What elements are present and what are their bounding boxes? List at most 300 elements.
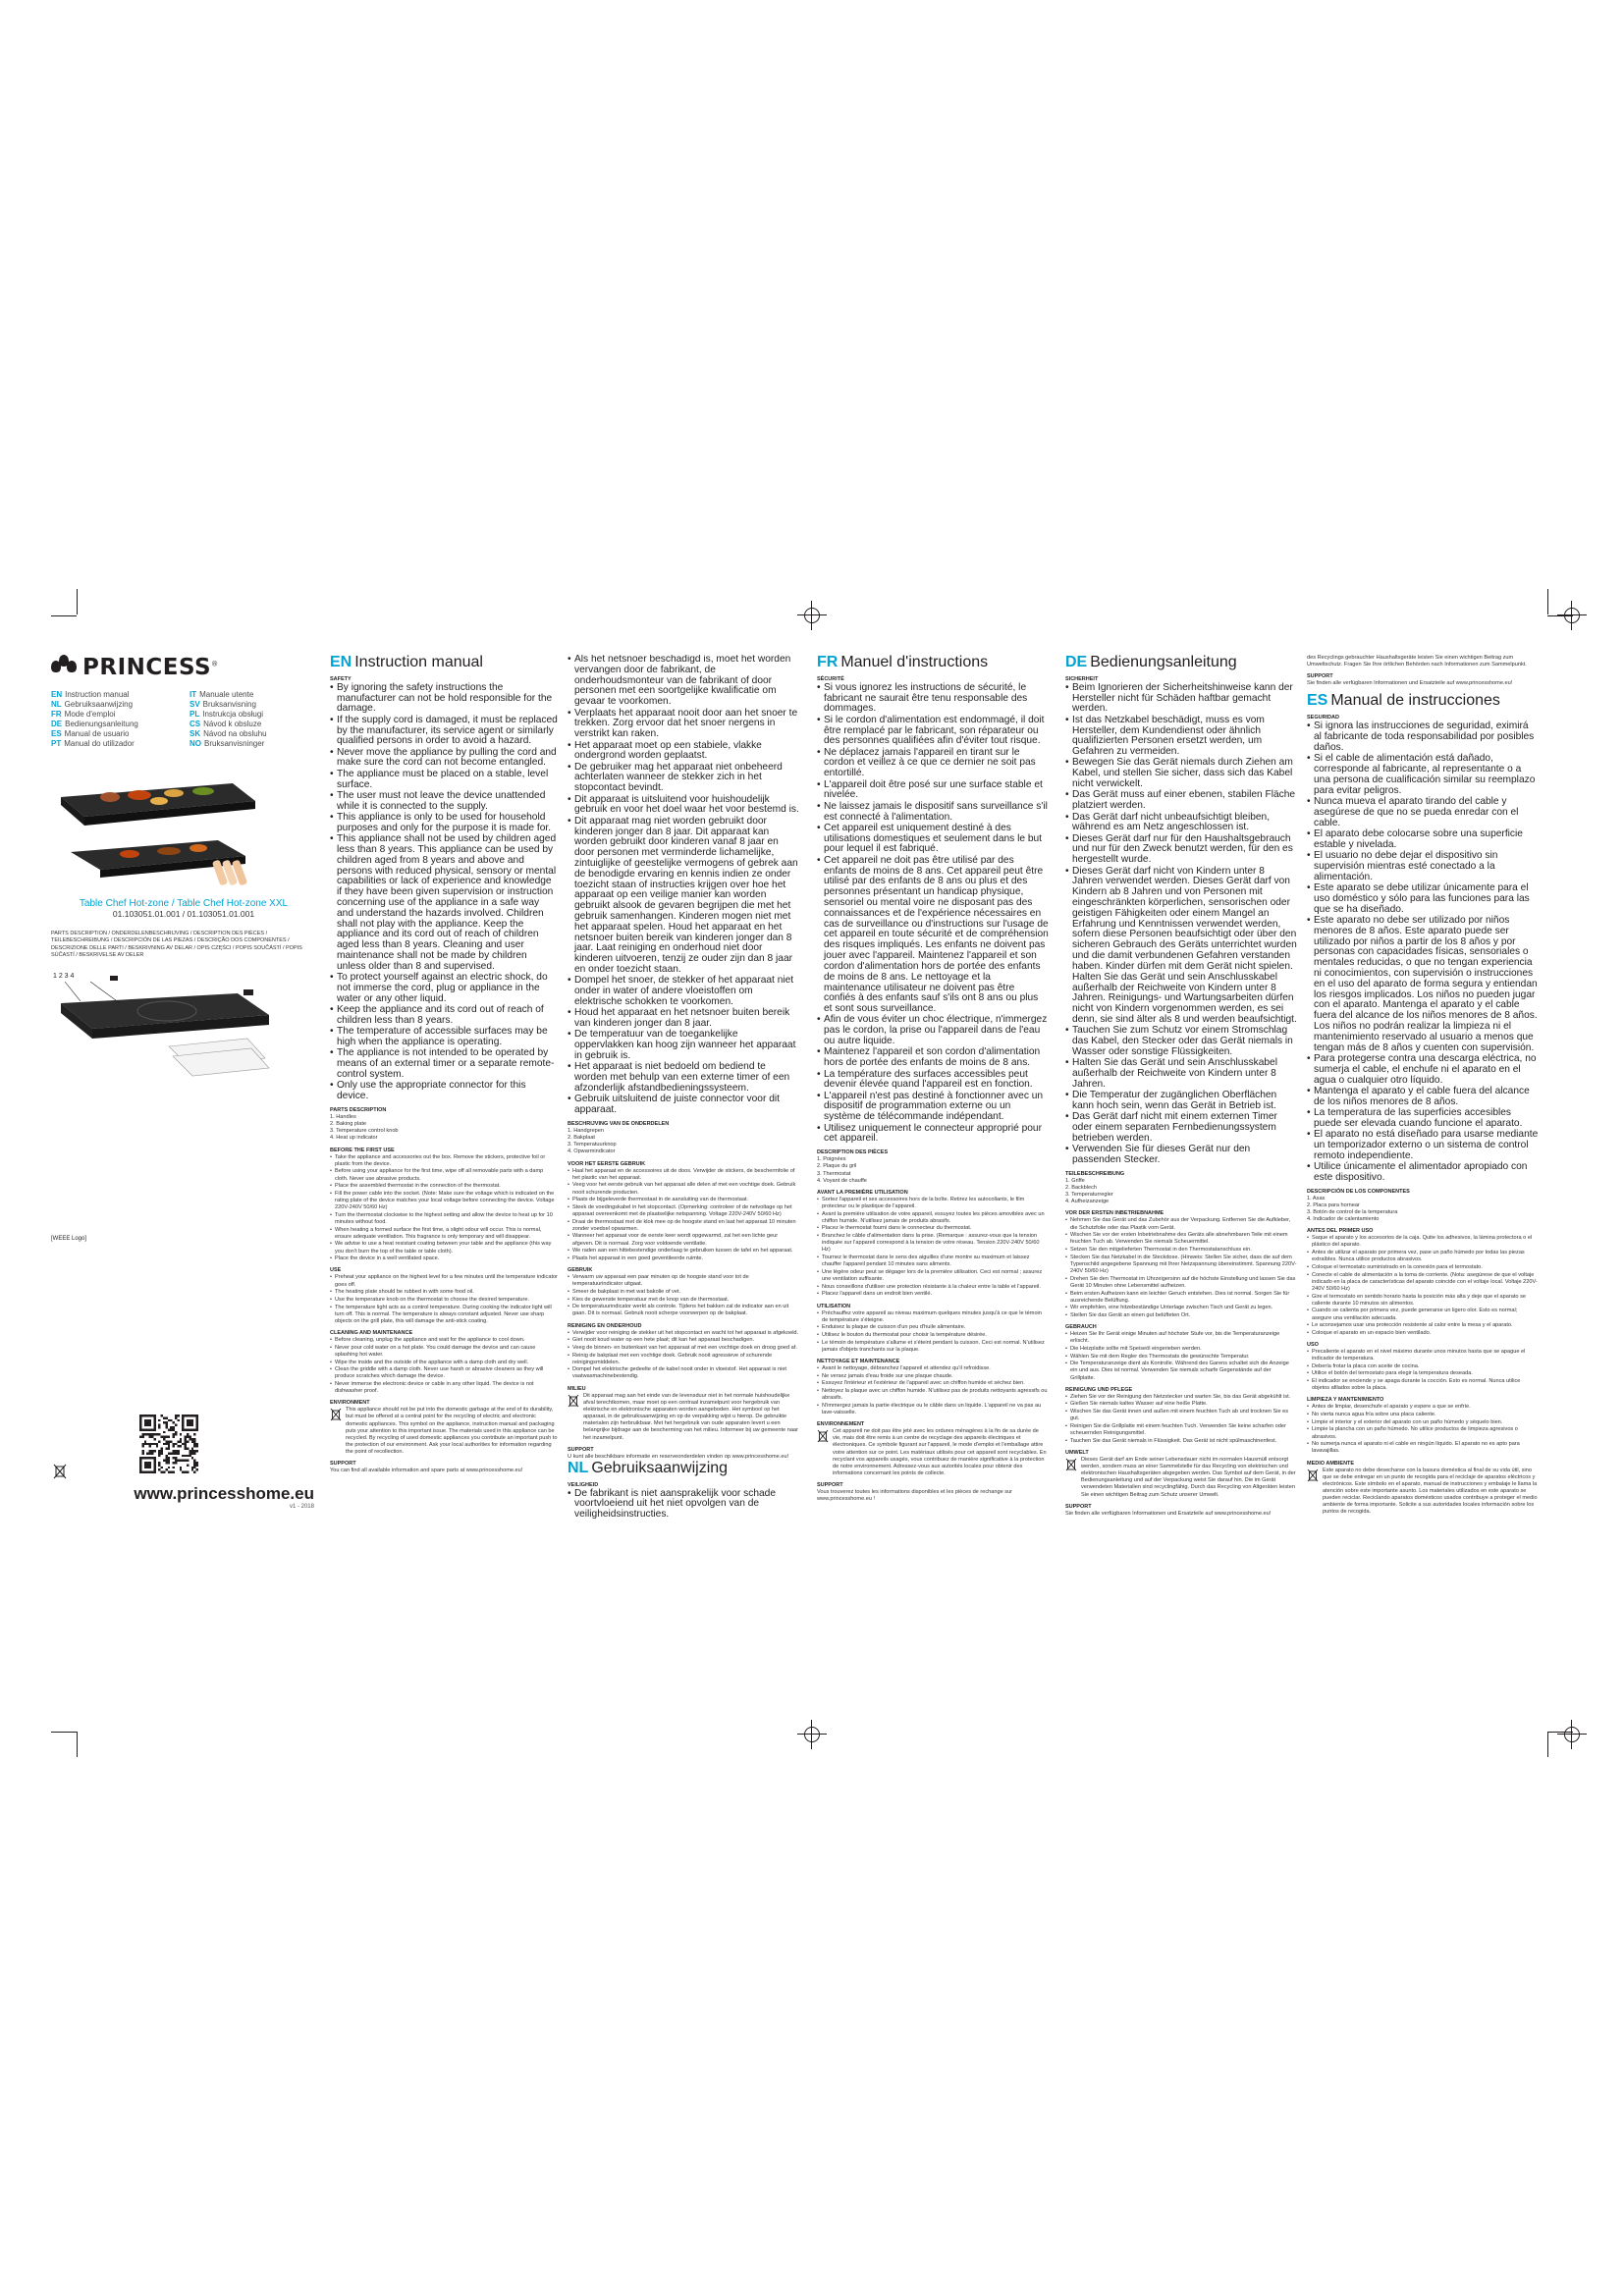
product-name: Table Chef Hot-zone / Table Chef Hot-zone XXL <box>79 898 289 909</box>
use-item: • Kies de gewenste temperatuur met de knop van de thermostaat. <box>568 1297 799 1304</box>
safety-item: • El aparato no está diseñado para usarse mediante un temporizador externo o un sistema de control remoto independiente. <box>1307 1130 1539 1161</box>
safety-list <box>1307 721 1539 1183</box>
language-item <box>189 710 316 719</box>
before-item: • Steek de voedingskabel in het stopcontact. (Opmerking: controleer of de netvoltage op het apparaat overeenkomt met de plaatselijke netspanning. Voltage 220V-240V 50/60 Hz) <box>568 1204 799 1218</box>
use-list <box>1307 1349 1539 1392</box>
use-heading: GEBRUIK <box>568 1267 593 1274</box>
section-title-es <box>1307 693 1539 710</box>
part-item: 4. Aufheizanzeige <box>1065 1199 1110 1205</box>
crop-mark <box>51 1732 77 1733</box>
panel-en <box>330 655 558 1710</box>
clean-item: • Limpie el interior y el exterior del aparato con un paño húmedo y séquelo bien. <box>1307 1419 1539 1426</box>
language-name: Manual de usuario <box>64 729 130 738</box>
registration-mark <box>797 601 827 630</box>
use-item: • Preheat your appliance on the highest level for a few minutes until the temperature indicator goes off. <box>330 1274 558 1288</box>
before-item: • Beim ersten Aufheizen kann ein leichter Geruch entstehen. Dies ist normal. Sorgen Sie für ausreichende Belüftung. <box>1065 1291 1297 1305</box>
language-code: IT <box>189 690 197 699</box>
clean-item: • Never immerse the electronic device or cable in any other liquid. The device is not dishwasher proof. <box>330 1381 558 1395</box>
safety_start-item: • De fabrikant is niet aansprakelijk voor schade voortvloeiend uit het niet opvolgen van de veiligheidsinstructies. <box>568 1489 799 1521</box>
use-item: • Use the temperature knob on the thermostat to choose the desired temperature. <box>330 1297 558 1304</box>
use-item: • Debería frotar la placa con aceite de cocina. <box>1307 1363 1539 1370</box>
before-item: • Take the appliance and accessories out the box. Remove the stickers, protective foil or plastic from the device. <box>330 1154 558 1168</box>
language-code: ES <box>1307 692 1328 710</box>
before-item: • Nehmen Sie das Gerät und das Zubehör aus der Verpackung. Entfernen Sie die Aufkleber, die Schutzfolie oder das Plastik vom Gerät. <box>1065 1217 1297 1231</box>
section-title-de <box>1065 655 1297 671</box>
safety-item: • La temperatura de las superficies accesibles puede ser elevada cuando funcione el aparato. <box>1307 1108 1539 1130</box>
clean-item: • Wischen Sie das Gerät innen und außen mit einem feuchten Tuch ab und trocknen Sie es gut. <box>1065 1409 1297 1422</box>
safety-item: • Si le cordon d'alimentation est endommagé, il doit être remplacé par le fabricant, son réparateur ou des personnes qualifiées afin d'éviter tout risque. <box>817 716 1049 747</box>
language-name: Návod na obsluhu <box>203 729 267 738</box>
parts-list <box>1065 1178 1297 1206</box>
use-item: • Heizen Sie Ihr Gerät einige Minuten auf höchster Stufe vor, bis die Temperaturanzeige erlischt. <box>1065 1331 1297 1345</box>
safety-item: • La température des surfaces accessibles peut devenir élevée quand l'appareil est en fonction. <box>817 1070 1049 1092</box>
registration-mark <box>1557 1720 1587 1749</box>
clean-item: • Never pour cold water on a hot plate. You could damage the device and can cause splashing hot water. <box>330 1345 558 1359</box>
environment-text: Dieses Gerät darf am Ende seiner Lebensdauer nicht im normalen Hausmüll entsorgt werden, sondern muss an einer Sammelstelle für das Recycling von elektrischen und elektronischen Haushaltsgeräten abgegeben werden. Das Symbol auf dem Gerät, in der Bedienungsanleitung und auf der Verpackung weist Sie darauf hin. Die im Gerät verwendeten Materialien sind recyclingfähig. Durch das Recycling von Altgeräten leisten Sie einen wichtigen Beitrag zum Schutz unserer Umwelt. <box>1081 1456 1296 1498</box>
safety_start-list <box>568 1489 799 1521</box>
language-item <box>189 729 316 738</box>
panel-fr <box>817 655 1049 1710</box>
safety-item: • Cet appareil ne doit pas être utilisé par des enfants de moins de 8 ans. Cet appareil peut être utilisé par des enfants de 8 ans ou plus et des personnes présentant un handicap physique, sensoriel ou mental voire ne disposant pas des connaissances et de l'expérience nécessaires en cas de surveillance ou d'instructions sur l'usage de cet appareil en toute sécurité et de compréhension des risques impliqués. Les enfants ne doivent pas jouer avec l'appareil. Maintenez l'appareil et son cordon d'alimentation hors de portée des enfants de moins de 8 ans. Le nettoyage et la maintenance utilisateur ne doivent pas être confiés à des enfants sauf s'ils ont 8 ans ou plus et sont sous surveillance. <box>817 856 1049 1015</box>
safety-item: • Ne laissez jamais le dispositif sans surveillance s'il est connecté à l'alimentation. <box>817 802 1049 824</box>
before-item: • Drehen Sie den Thermostat im Uhrzeigersinn auf die höchste Einstellung und lassen Sie das Gerät 10 Minuten ohne Lebensmittel aufheizen. <box>1065 1276 1297 1290</box>
safety-item: • Das Gerät darf nicht unbeaufsichtigt bleiben, während es am Netz angeschlossen ist. <box>1065 813 1297 834</box>
clean-item: • Avant le nettoyage, débranchez l'appareil et attendez qu'il refroidisse. <box>817 1365 1049 1372</box>
environment-text: Este aparato no debe desecharse con la basura doméstica al final de su vida útil, sino que se debe entregar en un punto de recogida para el reciclaje de aparatos eléctricos y electrónicos. Este símbolo en el aparato, manual de instrucciones y embalaje le llama la atención sobre este importante asunto. Los materiales utilizados en este aparato se pueden reciclar. Reciclando aparatos domésticos usados contribuye a proteger el medio ambiente de forma importante. Solicite a sus autoridades locales información sobre los puntos de recogida. <box>1323 1467 1538 1516</box>
language-name: Návod k obsluze <box>203 720 262 728</box>
safety-item: • Para protegerse contra una descarga eléctrica, no sumerja el cable, el enchufe ni el aparato en el agua o cualquier otro líquido. <box>1307 1054 1539 1086</box>
safety-item: • Dieses Gerät darf nicht von Kindern unter 8 Jahren verwendet werden. Dieses Gerät darf von Kindern ab 8 Jahren und von Personen mit eingeschränkten körperlichen, sensorischen oder geistigen Fähigkeiten oder einem Mangel an Erfahrung und Kenntnissen verwendet werden, sofern diese Personen beaufsichtigt oder über den sicheren Gebrauch des Geräts unterrichtet wurden und die damit verbundenen Gefahren verstanden haben. Kinder dürfen mit dem Gerät nicht spielen. Halten Sie das Gerät und sein Anschlusskabel außerhalb der Reichweite von Kindern unter 8 Jahren. Reinigungs- und Wartungsarbeiten dürfen nicht von Kindern vorgenommen werden, es sei denn, sie sind älter als 8 und werden beaufsichtigt. <box>1065 867 1297 1026</box>
use-item: • Utilisez le bouton du thermostat pour choisir la température désirée. <box>817 1332 1049 1339</box>
before-item: • Wischen Sie vor der ersten Inbetriebnahme des Geräts alle abnehmbaren Teile mit einem feuchten Tuch ab. Verwenden Sie niemals Scheuermittel. <box>1065 1232 1297 1246</box>
before-heading: ANTES DEL PRIMER USO <box>1307 1228 1374 1235</box>
language-name: Gebruiksaanwijzing <box>64 700 134 709</box>
safety-item: • This appliance shall not be used by children aged less than 8 years. This appliance can be used by children aged from 8 years and above and persons with reduced physical, sensory or mental capabilities or lack of experience and knowledge if they have been given supervision or instruction concerning use of the appliance in a safe way and understand the hazards involved. Children shall not play with the appliance. Keep the appliance and its cord out of reach of children aged less than 8 years. Cleaning and user maintenance shall not be made by children unless older than 8 and supervised. <box>330 834 558 973</box>
crop-mark <box>1547 589 1548 614</box>
before-item: • Placez l'appareil dans un endroit bien ventilé. <box>817 1291 1049 1298</box>
before-item: • Haal het apparaat en de accessoires uit de doos. Verwijder de stickers, de beschermfolie of het plastic van het apparaat. <box>568 1168 799 1182</box>
weee-label: [WEEE Logo] <box>51 1235 87 1242</box>
safety-item: • Ne déplacez jamais l'appareil en tirant sur le cordon et veillez à ce que ce dernier ne soit pas entortillé. <box>817 748 1049 779</box>
clean-item: • No sumerja nunca el aparato ni el cable en ningún líquido. El aparato no es apto para lavavajillas. <box>1307 1441 1539 1455</box>
use-heading: USO <box>1307 1342 1319 1349</box>
manual-title: Gebruiksaanwijzing <box>591 1459 729 1476</box>
safety-item: • Bewegen Sie das Gerät niemals durch Ziehen am Kabel, und stellen Sie sicher, dass sich das Kabel nicht verwickelt. <box>1065 758 1297 789</box>
safety-item: • Halten Sie das Gerät und sein Anschlusskabel außerhalb der Reichweite von Kindern unter 8 Jahren. <box>1065 1058 1297 1090</box>
before-item: • Place the device in a well ventilated space. <box>330 1255 558 1262</box>
part-item: 3. Thermostat <box>817 1170 851 1177</box>
clean-list <box>568 1330 799 1381</box>
before-item: • Branchez le câble d'alimentation dans la prise. (Remarque : assurez-vous que la tension indiquée sur l'appareil correspond à la tension de votre réseau. Tension 220V-240V 50/60 Hz) <box>817 1233 1049 1254</box>
before-item: • Le aconsejamos usar una protección resistente al calor entre la mesa y el aparato. <box>1307 1322 1539 1329</box>
before-heading: VOR DER ERSTEN INBETRIEBNAHME <box>1065 1210 1164 1217</box>
clean-list <box>1065 1394 1297 1445</box>
use-list <box>330 1274 558 1325</box>
environment-block <box>1307 1468 1539 1517</box>
registration-mark <box>797 1720 827 1749</box>
parts-description-title: PARTS DESCRIPTION / ONDERDELENBESCHRIJVING / DESCRIPTION DES PIÈCES / TEILEBESCHREIBUNG / DESCRIPCIÓN DE LAS PIEZAS / DESCRIÇÃO DOS COMPONENTES / DESCRIZIONE DELLE PARTI / BESKRIVNING AV DELAR / OPIS CZĘŚCI / POPIS SOUČÁSTÍ / POPIS SÚČASTÍ / BESKRIVELSE AV DELER <box>51 931 302 959</box>
issue-version: v1 - 2018 <box>289 1503 314 1510</box>
safety-heading: VEILIGHEID <box>568 1481 599 1488</box>
language-name: Instrukcja obsługi <box>202 710 264 719</box>
safety-item: • Cet appareil est uniquement destiné à des utilisations domestiques et seulement dans le but pour lequel il est fabriqué. <box>817 824 1049 855</box>
use-item: • Die Heizplatte sollte mit Speiseöl eingerieben werden. <box>1065 1346 1297 1353</box>
use-item: • The heating plate should be rubbed in with some food oil. <box>330 1289 558 1296</box>
part-item: 3. Botón de control de la temperatura <box>1307 1209 1398 1216</box>
safety-item: • This appliance is only to be used for household purposes and only for the purpose it is made for. <box>330 813 558 834</box>
continued-text: des Recyclings gebrauchter Haushaltsgeräte leisten Sie einen wichtigen Beitrag zum Umweltschutz. Fragen Sie Ihre örtlichen Behörden nach Informationen zum Sammelpunkt. <box>1307 655 1527 668</box>
part-item: 2. Placa para hornear <box>1307 1201 1360 1208</box>
clean-heading: REINIGUNG UND PFLEGE <box>1065 1386 1133 1393</box>
weee-bin-icon <box>817 1429 829 1443</box>
language-item <box>51 710 178 719</box>
language-code: CS <box>189 720 201 728</box>
diagram-numbers: 1 2 3 4 <box>53 972 75 980</box>
clean-item: • Gießen Sie niemals kaltes Wasser auf eine heiße Platte. <box>1065 1401 1297 1408</box>
use-item: • Precaliente el aparato en el nivel máximo durante unos minutos hasta que se apague el indicador de temperatura. <box>1307 1349 1539 1362</box>
use-item: • The temperature light acts as a control temperature. During cooking the indicator light will turn off. This is normal. The temperature is always constant adjusted. Never use sharp objects on the grill plate, this will damage the anti-stick coating. <box>330 1305 558 1325</box>
use-item: • El indicador se enciende y se apaga durante la cocción. Esto es normal. Nunca utilice objetos afilados sobre la placa. <box>1307 1378 1539 1392</box>
clean-item: • Veeg de binnen- en buitenkant van het apparaat af met een vochtige doek en droog goed af. <box>568 1345 799 1352</box>
support-heading: SUPPORT <box>330 1461 356 1468</box>
safety-item: • The appliance must be placed on a stable, level surface. <box>330 770 558 791</box>
before-list <box>1065 1217 1297 1319</box>
language-name: Bruksanvisninger <box>204 739 265 748</box>
safety-item: • Verwenden Sie für dieses Gerät nur den passenden Stecker. <box>1065 1145 1297 1166</box>
qr-code[interactable] <box>139 1415 198 1473</box>
website-url[interactable]: www.princesshome.eu <box>134 1483 314 1503</box>
before-item: • Stecken Sie das Netzkabel in die Steckdose. (Hinweis: Stellen Sie sicher, dass die auf dem Typenschild angegebene Spannung mit Ihrer Netzspannung übereinstimmt. Spannung 220V-240V 50/60 Hz) <box>1065 1255 1297 1275</box>
language-code: PT <box>51 739 62 748</box>
language-code: DE <box>51 720 63 728</box>
use-heading: UTILISATION <box>817 1303 851 1309</box>
crown-icon <box>51 655 77 680</box>
use-item: • Smeer de bakplaat in met wat bakolie of vet. <box>568 1289 799 1296</box>
language-name: Instruction manual <box>65 690 130 699</box>
crop-mark <box>77 1732 78 1757</box>
before-item: • Sortez l'appareil et ses accessoires hors de la boîte. Retirez les autocollants, le film protecteur ou le plastique de l'appareil. <box>817 1197 1049 1210</box>
language-code: NL <box>568 1459 589 1476</box>
environment-text: This appliance should not be put into the domestic garbage at the end of its durability, but must be offered at a central point for the recycling of electric and electronic domestic appliances. This symbol on the appliance, instruction manual and packaging puts your attention to this important issue. The materials used in this appliance can be recycled. By recycling of used domestic appliances you contribute an important push to the protection of our environment. Ask your local authorities for information regarding the point of recollection. <box>346 1407 558 1456</box>
safety-item: • De gebruiker mag het apparaat niet onbeheerd achterlaten wanneer de stekker zich in het stopcontact bevindt. <box>568 763 799 794</box>
before-item: • Antes de utilizar el aparato por primera vez, pase un paño húmedo por todas las piezas extraíbles. Nunca utilice productos abrasivos. <box>1307 1250 1539 1263</box>
weee-bin-icon <box>568 1394 579 1408</box>
safety-item: • De temperatuur van de toegankelijke oppervlakken kan hoog zijn wanneer het apparaat in gebruik is. <box>568 1030 799 1061</box>
before-list <box>1307 1235 1539 1337</box>
clean-item: • Clean the griddle with a damp cloth. Never use harsh or abrasive cleaners as they will produce scratches which damage the device. <box>330 1366 558 1380</box>
crop-mark <box>51 615 77 616</box>
safety-list <box>330 683 558 1102</box>
weee-bin-icon <box>330 1408 342 1421</box>
safety-item: • Das Gerät darf nicht mit einem externen Timer oder einem separaten Fernbedienungssystem betrieben werden. <box>1065 1112 1297 1144</box>
use-item: • Utilice el botón del termostato para elegir la temperatura deseada. <box>1307 1370 1539 1377</box>
before-item: • Turn the thermostat clockwise to the highest setting and allow the device to heat up for 10 minutes without food. <box>330 1212 558 1226</box>
brand-logo: PRINCESS® <box>51 655 316 680</box>
panel-de <box>1065 655 1297 1710</box>
safety-item: • The user must not leave the device unattended while it is connected to the supply. <box>330 791 558 813</box>
language-code: NO <box>189 739 201 748</box>
clean-item: • N'immergez jamais la partie électrique ou le câble dans un liquide. L'appareil ne va pas au lave-vaisselle. <box>817 1403 1049 1416</box>
clean-list <box>330 1337 558 1395</box>
before-item: • Before using your appliance for the first time, wipe off all removable parts with a damp cloth. Never use abrasive products. <box>330 1168 558 1182</box>
safety-item: • El usuario no debe dejar el dispositivo sin supervisión mientras esté conectado a la alimentación. <box>1307 851 1539 882</box>
use-heading: USE <box>330 1267 342 1274</box>
before-item: • Setzen Sie den mitgelieferten Thermostat in den Thermostatanschluss ein. <box>1065 1247 1297 1254</box>
weee-bin-icon <box>1065 1458 1077 1471</box>
section-title-nl <box>568 1461 799 1477</box>
support-text: Vous trouverez toutes les informations disponibles et les pièces de rechange sur www.princesshome.eu ! <box>817 1489 1013 1503</box>
part-item: 1. Handgrepen <box>568 1127 605 1134</box>
env-heading: ENVIRONMENT <box>330 1400 370 1407</box>
part-item: 3. Temperature control knob <box>330 1128 399 1135</box>
use-list <box>1065 1331 1297 1382</box>
safety-item: • Dit apparaat mag niet worden gebruikt door kinderen jonger dan 8 jaar. Dit apparaat kan worden gebruikt door kinderen vanaf 8 jaar en door personen met verminderde lichamelijke, zintuiglijke of geestelijke vermogens of gebrek aan de benodigde ervaring en kennis indien ze onder toezicht staan of instructies krijgen over hoe het apparaat op een veilige manier kan worden gebruikt alsook de gevaren begrijpen die met het gebruik samenhangen. Kinderen mogen niet met het apparaat spelen. Houd het apparaat en het netsnoer buiten bereik van kinderen jonger dan 8 jaar. Laat reiniging en onderhoud niet door kinderen uitvoeren, tenzij ze ouder zijn dan 8 jaar en onder toezicht staan. <box>568 817 799 976</box>
before-item: • Plaats het apparaat in een goed geventileerde ruimte. <box>568 1255 799 1262</box>
clean-list <box>817 1365 1049 1416</box>
safety-item: • Die Temperatur der zugänglichen Oberflächen kann hoch sein, wenn das Gerät in Betrieb ist. <box>1065 1091 1297 1112</box>
manual-title: Manual de instrucciones <box>1330 692 1500 710</box>
language-item <box>51 739 178 748</box>
safety-item: • Never move the appliance by pulling the cord and make sure the cord can not become entangled. <box>330 748 558 770</box>
parts-heading: DESCRIPCIÓN DE LOS COMPONENTES <box>1307 1188 1410 1195</box>
safety-heading: SAFETY <box>330 675 352 682</box>
clean-item: • Reinig de bakplaat met een vochtige doek. Gebruik nooit agressieve of schurende reinigingsmiddelen. <box>568 1353 799 1366</box>
environment-block <box>817 1428 1049 1477</box>
environment-block <box>1065 1457 1297 1499</box>
product-codes: 01.103051.01.001 / 01.103051.01.001 <box>112 909 255 919</box>
before-item: • Nous conseillons d'utiliser une protection résistante à la chaleur entre la table et l'appareil. <box>817 1284 1049 1291</box>
safety-item: • Nunca mueva el aparato tirando del cable y asegúrese de que no se pueda enredar con el cable. <box>1307 797 1539 828</box>
before-list <box>330 1154 558 1263</box>
grill-product-photo <box>51 758 261 887</box>
safety-item: • Het apparaat is niet bedoeld om bediend te worden met behulp van een externe timer of een afzonderlijk afstandbedieningssysteem. <box>568 1062 799 1094</box>
part-item: 1. Poignées <box>817 1156 846 1163</box>
safety-item: • By ignoring the safety instructions the manufacturer can not be hold responsible for the damage. <box>330 683 558 715</box>
safety-item: • The appliance is not intended to be operated by means of an external timer or a separate remote-control system. <box>330 1048 558 1080</box>
panel-nl <box>568 655 799 1710</box>
language-code: SV <box>189 700 200 709</box>
clean-heading: REINIGING EN ONDERHOUD <box>568 1322 642 1329</box>
part-item: 4. Voyant de chauffe <box>817 1177 867 1184</box>
manual-title: Manuel d'instructions <box>840 655 989 670</box>
part-item: 2. Backblech <box>1065 1185 1098 1192</box>
safety-item: • Si vous ignorez les instructions de sécurité, le fabricant ne saurait être tenu responsable des dommages. <box>817 683 1049 715</box>
before-heading: BEFORE THE FIRST USE <box>330 1147 395 1153</box>
before-item: • We raden aan een hittebestendige onderlaag te gebruiken tussen de tafel en het apparaat. <box>568 1248 799 1255</box>
before-item: • Coloque el aparato en un espacio bien ventilado. <box>1307 1330 1539 1337</box>
before-heading: VOOR HET EERSTE GEBRUIK <box>568 1160 646 1167</box>
safety-item: • Este aparato no debe ser utilizado por niños menores de 8 años. Este aparato puede ser utilizado por niños a partir de los 8 años y por personas con capacidades físicas, sensoriales o mentales reducidas, o que no tengan experiencia ni conocimientos, con supervisión o instrucciones en el uso del aparato de forma segura y entiendan los riesgos implicados. Los niños no pueden jugar con el aparato. Mantenga el aparato y el cable fuera del alcance de los niños menores de 8 años. Los niños no podrán realizar la limpieza ni el mantenimiento reservado al usuario a menos que tengan más de 8 años y cuenten con supervisión. <box>1307 916 1539 1054</box>
clean-heading: CLEANING AND MAINTENANCE <box>330 1330 413 1337</box>
safety-list <box>568 655 799 1116</box>
language-code: ES <box>51 729 62 738</box>
safety-item: • The temperature of accessible surfaces may be high when the appliance is operating. <box>330 1027 558 1048</box>
language-code: NL <box>51 700 62 709</box>
crop-mark <box>1547 1732 1548 1757</box>
safety-item: • Afin de vous éviter un choc électrique, n'immergez pas le cordon, la prise ou l'appareil dans de l'eau ou autre liquide. <box>817 1015 1049 1046</box>
language-item <box>51 729 178 738</box>
parts-list <box>568 1128 799 1156</box>
clean-list <box>1307 1404 1539 1455</box>
clean-item: • Reinigen Sie die Grillplatte mit einem feuchten Tuch. Verwenden Sie keine scharfen oder scheuernden Reinigungsmittel. <box>1065 1423 1297 1437</box>
safety-item: • Utilice únicamente el alimentador apropiado con este dispositivo. <box>1307 1162 1539 1184</box>
safety-item: • Mantenga el aparato y el cable fuera del alcance de los niños menores de 8 años. <box>1307 1087 1539 1108</box>
language-code: EN <box>330 655 352 670</box>
clean-item: • Limpie la plancha con un paño húmedo. No utilice productos de limpieza agresivos o abrasivos. <box>1307 1426 1539 1440</box>
safety-heading: SICHERHEIT <box>1065 675 1099 682</box>
language-item <box>51 690 178 699</box>
safety-item: • Dompel het snoer, de stekker of het apparaat niet onder in water of andere vloeistoffen om elektrische schokken te voorkomen. <box>568 976 799 1007</box>
before-list <box>568 1168 799 1263</box>
clean-heading: NETTOYAGE ET MAINTENANCE <box>817 1358 900 1364</box>
parts-list <box>330 1114 558 1143</box>
safety-item: • If the supply cord is damaged, it must be replaced by the manufacturer, its service agent or similarly qualified persons in order to avoid a hazard. <box>330 716 558 747</box>
before-item: • Draai de thermostaat met de klok mee op de hoogste stand en laat het apparaat 10 minuten zonder voedsel opwarmen. <box>568 1219 799 1233</box>
before-item: • Coloque el termostato suministrado en la conexión para el termostato. <box>1307 1264 1539 1271</box>
language-name: Mode d'emploi <box>64 710 116 719</box>
clean-item: • Verwijder voor reiniging de stekker uit het stopcontact en wacht tot het apparaat is afgekoeld. <box>568 1330 799 1337</box>
before-item: • Une légère odeur peut se dégager lors de la première utilisation. Ceci est normal ; assurez une ventilation suffisante. <box>817 1269 1049 1283</box>
environment-block <box>330 1407 558 1456</box>
language-code: DE <box>1065 655 1088 670</box>
parts-list <box>817 1156 1049 1185</box>
before-item: • Place the assembled thermostat in the connection of the thermostat. <box>330 1183 558 1190</box>
safety-item: • Maintenez l'appareil et son cordon d'alimentation hors de portée des enfants de moins de 8 ans. <box>817 1047 1049 1069</box>
use-item: • Die Temperaturanzeige dient als Kontrolle. Während des Garens schaltet sich die Anzeige ein und aus. Dies ist normal. Verwenden Sie niemals scharfe Gegenstände auf der Grillplatte. <box>1065 1361 1297 1381</box>
safety-item: • Gebruik uitsluitend de juiste connector voor dit apparaat. <box>568 1095 799 1116</box>
safety-item: • Dieses Gerät darf nur für den Haushaltsgebrauch und nur für den Zweck benutzt werden, für den es hergestellt wurde. <box>1065 834 1297 866</box>
language-code: PL <box>189 710 200 719</box>
cover-panel <box>51 655 316 1710</box>
use-item: • Le témoin de température s'allume et s'éteint pendant la cuisson. Ceci est normal. N'utilisez jamais d'objets tranchants sur la plaque. <box>817 1340 1049 1354</box>
env-heading: MEDIO AMBIENTE <box>1307 1460 1355 1467</box>
env-heading: MILIEU <box>568 1385 586 1392</box>
use-heading: GEBRAUCH <box>1065 1324 1097 1331</box>
language-list <box>51 690 316 748</box>
clean-item: • Giet nooit koud water op een hete plaat; dit kan het apparaat beschadigen. <box>568 1337 799 1344</box>
support-text: Sie finden alle verfügbaren Informationen und Ersatzteile auf www.princesshome.eu! <box>1307 680 1513 687</box>
safety-item: • El aparato debe colocarse sobre una superficie estable y nivelada. <box>1307 829 1539 851</box>
safety-heading: SÉCURITÉ <box>817 675 844 682</box>
parts-list <box>1307 1196 1539 1224</box>
use-item: • De temperatuurindicator werkt als controle. Tijdens het bakken zal de indicator aan en uit gaan. Dit is normaal. Gebruik nooit scherpe voorwerpen op de bakplaat. <box>568 1304 799 1317</box>
clean-item: • Antes de limpiar, desenchufe el aparato y espere a que se enfríe. <box>1307 1404 1539 1411</box>
language-name: Manuale utente <box>199 690 254 699</box>
safety-item: • Als het netsnoer beschadigd is, moet het worden vervangen door de fabrikant, de onderhoudsmonteur van de fabrikant of door personen met een soortgelijke kwalificatie om gevaar te voorkomen. <box>568 655 799 708</box>
safety-item: • Ist das Netzkabel beschädigt, muss es vom Hersteller, dem Kundendienst oder ähnlich qualifizierten Personen ersetzt werden, um Gefahren zu vermeiden. <box>1065 716 1297 758</box>
part-item: 2. Plaque du gril <box>817 1163 857 1170</box>
manual-title: Bedienungsanleitung <box>1090 655 1237 670</box>
use-item: • Verwarm uw apparaat een paar minuten op de hoogste stand voor tot de temperatuurindicator uitgaat. <box>568 1274 799 1288</box>
part-item: 3. Temperaturregler <box>1065 1192 1113 1199</box>
support-heading: SUPPORT <box>568 1446 594 1453</box>
clean-item: • Ne versez jamais d'eau froide sur une plaque chaude. <box>817 1373 1049 1380</box>
crop-mark <box>77 589 78 614</box>
language-code: SK <box>189 729 201 738</box>
use-item: • Enduisez la plaque de cuisson d'un peu d'huile alimentaire. <box>817 1324 1049 1331</box>
env-heading: UMWELT <box>1065 1449 1089 1456</box>
parts-heading: PARTS DESCRIPTION <box>330 1106 387 1113</box>
support-heading: SUPPORT <box>1065 1503 1092 1510</box>
safety-item: • Das Gerät muss auf einer ebenen, stabilen Fläche platziert werden. <box>1065 790 1297 812</box>
part-item: 2. Baking plate <box>330 1121 367 1128</box>
panel-es <box>1307 655 1539 1710</box>
registration-mark <box>1557 601 1587 630</box>
part-item: 2. Bakplaat <box>568 1135 595 1142</box>
language-name: Manual do utilizador <box>64 739 135 748</box>
safety-list <box>817 683 1049 1145</box>
language-name: Bedienungsanleitung <box>65 720 138 728</box>
language-item <box>189 700 316 709</box>
safety-item: • Het apparaat moet op een stabiele, vlakke ondergrond worden geplaatst. <box>568 741 799 763</box>
use-item: • Wählen Sie mit dem Regler des Thermostats die gewünschte Temperatur. <box>1065 1354 1297 1361</box>
before-item: • Avant la première utilisation de votre appareil, essuyez toutes les pièces amovibles avec un chiffon humide. N'utilisez jamais de produits abrasifs. <box>817 1211 1049 1225</box>
support-text: U kunt alle beschikbare informatie en reserveonderdelen vinden op www.princesshome.eu! <box>568 1453 789 1460</box>
before-item: • Wanneer het apparaat voor de eerste keer wordt opgewarmd, zal het een lichte geur afgeven. Dit is normaal. Zorg voor voldoende ventilatie. <box>568 1233 799 1247</box>
language-code: EN <box>51 690 63 699</box>
before-item: • Placez le thermostat fourni dans le connecteur du thermostat. <box>817 1225 1049 1232</box>
safety-item: • Keep the appliance and its cord out of reach of children less than 8 years. <box>330 1005 558 1027</box>
clean-item: • Ziehen Sie vor der Reinigung den Netzstecker und warten Sie, bis das Gerät abgekühlt ist. <box>1065 1394 1297 1401</box>
safety-list <box>1065 683 1297 1166</box>
support-text: You can find all available information and spare parts at www.princesshome.eu! <box>330 1468 523 1474</box>
brand-name: PRINCESS <box>82 655 212 680</box>
safety-item: • Beim Ignorieren der Sicherheitshinweise kann der Hersteller nicht für Schäden haftbar gemacht werden. <box>1065 683 1297 715</box>
environment-block <box>568 1393 799 1442</box>
language-item <box>189 720 316 728</box>
part-item: 3. Temperatuurknop <box>568 1142 617 1148</box>
parts-heading: BESCHRIJVING VAN DE ONDERDELEN <box>568 1120 670 1127</box>
safety-item: • Si el cable de alimentación está dañado, corresponde al fabricante, al representante o a una persona de cualificación similar su reemplazo para evitar peligros. <box>1307 754 1539 796</box>
env-heading: ENVIRONNEMENT <box>817 1421 865 1428</box>
clean-item: • Nettoyez la plaque avec un chiffon humide. N'utilisez pas de produits nettoyants agressifs ou abrasifs. <box>817 1388 1049 1402</box>
language-item <box>51 700 178 709</box>
safety-item: • Tauchen Sie zum Schutz vor einem Stromschlag das Kabel, den Stecker oder das Gerät niemals in Wasser oder sonstige Flüssigkeiten. <box>1065 1026 1297 1057</box>
before-item: • Wir empfehlen, eine hitzebeständige Unterlage zwischen Tisch und Gerät zu legen. <box>1065 1305 1297 1311</box>
part-item: 1. Handles <box>330 1113 356 1120</box>
clean-item: • Tauchen Sie das Gerät niemals in Flüssigkeit. Das Gerät ist nicht spülmaschinenfest. <box>1065 1438 1297 1445</box>
before-item: • Gire el termostato en sentido horario hasta la posición más alta y deje que el aparato se caliente durante 10 minutos sin alimentos. <box>1307 1294 1539 1308</box>
clean-item: • Wipe the inside and the outside of the appliance with a damp cloth and dry well. <box>330 1360 558 1366</box>
use-list <box>568 1274 799 1317</box>
before-item: • Conecte el cable de alimentación a la toma de corriente. (Nota: asegúrese de que el voltaje indicado en la placa de características del aparato coincide con el voltaje local. Voltaje 220V-240V 50/60 Hz) <box>1307 1272 1539 1293</box>
before-item: • Cuando se calienta por primera vez, puede generarse un ligero olor. Esto es normal; asegure una ventilación adecuada. <box>1307 1308 1539 1321</box>
part-item: 4. Opwarmindicator <box>568 1148 616 1155</box>
language-item <box>51 720 178 728</box>
before-heading: AVANT LA PREMIÈRE UTILISATION <box>817 1189 908 1196</box>
safety-heading: SEGURIDAD <box>1307 715 1340 721</box>
part-item: 4. Indicador de calentamiento <box>1307 1216 1380 1223</box>
use-list <box>817 1310 1049 1354</box>
clean-item: • Before cleaning, unplug the appliance and wait for the appliance to cool down. <box>330 1337 558 1344</box>
clean-item: • Essuyez l'intérieur et l'extérieur de l'appareil avec un chiffon humide et séchez bien. <box>817 1380 1049 1387</box>
clean-heading: LIMPIEZA Y MANTENIMIENTO <box>1307 1397 1384 1404</box>
support-heading: SUPPORT <box>817 1482 843 1489</box>
before-list <box>817 1197 1049 1299</box>
clean-item: • Dompel het elektrische gedeelte of de kabel nooit onder in vloeistof. Het apparaat is niet vaatwasmachinebestendig. <box>568 1366 799 1380</box>
before-item: • We advise to use a heat resistant coating between your table and the appliance (this way you don't burn the top of the table or table cloth). <box>330 1241 558 1255</box>
language-name: Bruksanvisning <box>202 700 256 709</box>
use-item: • Préchauffez votre appareil au niveau maximum quelques minutes jusqu'à ce que le témoin de température s'éteigne. <box>817 1310 1049 1324</box>
safety-item: • Utilisez uniquement le connecteur approprié pour cet appareil. <box>817 1124 1049 1146</box>
safety-item: • L'appareil n'est pas destiné à fonctionner avec un dispositif de programmation externe ou un système de télécommande indépendant. <box>817 1092 1049 1123</box>
language-code: FR <box>51 710 62 719</box>
safety-item: • Este aparato se debe utilizar únicamente para el uso doméstico y sólo para las funciones para las que se ha diseñado. <box>1307 883 1539 915</box>
before-item: • Saque el aparato y los accesorios de la caja. Quite los adhesivos, la lámina protectora o el plástico del aparato. <box>1307 1235 1539 1249</box>
before-item: • Tournez le thermostat dans le sens des aiguilles d'une montre au maximum et laissez chauffer l'appareil pendant 10 minutes sans aliments. <box>817 1255 1049 1268</box>
safety-item: • L'appareil doit être posé sur une surface stable et nivelée. <box>817 780 1049 802</box>
support-heading: SUPPORT <box>1307 673 1333 680</box>
